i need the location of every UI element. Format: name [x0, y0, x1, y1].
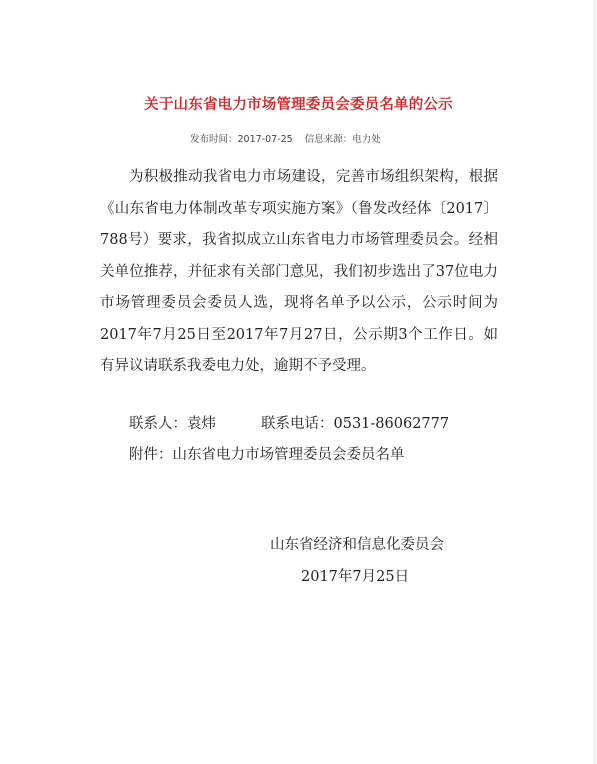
signature-date: 2017年7月25日: [301, 569, 410, 585]
publish-date: 发布时间：2017-07-25: [190, 134, 293, 145]
attachment-line: 附件：山东省电力市场管理委员会委员名单: [129, 447, 405, 463]
contact-line: [129, 409, 449, 441]
page-edge: [593, 0, 597, 764]
publish-meta: [190, 131, 381, 145]
contact-phone: 联系电话：0531-86062777: [261, 416, 450, 432]
contact-person: 联系人：袁炜: [129, 416, 216, 432]
page-title: 关于山东省电力市场管理委员会委员名单的公示: [144, 97, 453, 113]
body-paragraph: 为积极推动我省电力市场建设，完善市场组织架构，根据《山东省电力体制改革专项实施方案》（鲁发改经体〔2017〕788号）要求，我省拟成立山东省电力市场管理委员会。经相关单位推荐，并征求有关部门意见，我们初步选出了37位电力市场管理委员会委员人选，现将名单予以公示，公示时间为2017年7月25日至2017年7月27日，公示期3个工作日。如有异议请联系我委电力处，逾期不予受理。: [100, 169, 498, 374]
signature: 山东省经济和信息化委员会: [270, 537, 444, 553]
info-source: 信息来源：电力处: [304, 134, 381, 145]
